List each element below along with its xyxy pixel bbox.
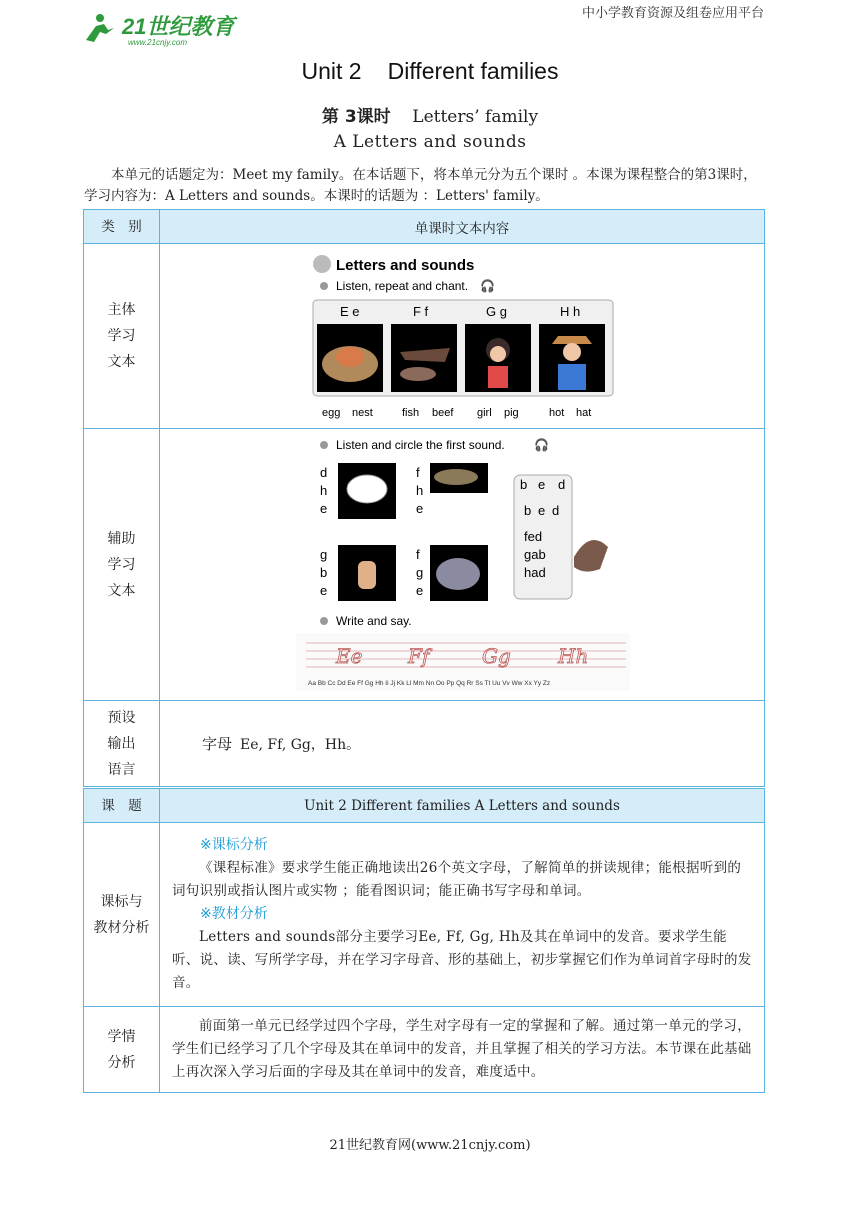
main-text-figure <box>160 244 765 429</box>
curriculum-analysis <box>160 823 765 1007</box>
blend-word-fed: fed <box>524 529 543 544</box>
write-hh: Hh <box>558 644 589 668</box>
lesson-subtitle <box>0 102 860 127</box>
letter-ff: F f <box>413 304 429 319</box>
word-hot: hot <box>549 407 565 419</box>
row-label-learner: 学情 分析 <box>84 1007 160 1093</box>
category-header: 类 别 <box>84 210 160 244</box>
section-subtitle: A Letters and sounds <box>333 132 527 152</box>
figure-heading: Letters and sounds <box>336 257 475 274</box>
analysis-table <box>83 788 765 1093</box>
word-girl: girl <box>477 407 492 419</box>
output-letters: Ee, Ff, Gg，Hh。 <box>240 737 361 753</box>
aux-text-figure <box>160 429 765 701</box>
svg-text:f: f <box>416 465 420 480</box>
blend-word-gab: gab <box>524 547 546 562</box>
letter-hh: H h <box>560 304 581 319</box>
letter-cards <box>313 300 613 396</box>
logo-text: 21世纪教育 <box>122 14 235 39</box>
letter-ee: E e <box>340 304 360 319</box>
svg-text:e: e <box>538 503 546 518</box>
page-title <box>0 58 860 85</box>
curriculum-standard-title: ※课标分析 <box>200 837 268 853</box>
svg-text:b: b <box>520 477 528 492</box>
word-pig: pig <box>504 407 519 419</box>
word-labels <box>322 407 591 419</box>
write-ff: Ff <box>408 644 430 668</box>
letters-sounds-illustration <box>160 244 764 424</box>
svg-text:e: e <box>416 583 424 598</box>
aux-instruction1: Listen and circle the first sound. <box>336 438 505 452</box>
squirrel-picture <box>574 540 608 572</box>
textbook-analysis-title: ※教材分析 <box>200 906 268 922</box>
lesson-number: 第 3课时 <box>321 107 391 127</box>
lesson-topic: Letters’ family <box>412 107 539 127</box>
row-label-main: 主体 学习 文本 <box>84 244 160 429</box>
aux-instruction2: Write and say. <box>336 614 412 628</box>
word-hat: hat <box>576 407 592 419</box>
letter-gg: G g <box>486 304 507 319</box>
write-gg: Gg <box>482 644 511 668</box>
row-label-aux: 辅助 学习 文本 <box>84 429 160 701</box>
handwriting-lines <box>296 633 630 691</box>
content-table <box>83 209 765 787</box>
learner-analysis-text: 前面第一单元已经学过四个字母，学生对字母有一定的掌握和了解。通过第一单元的学习，学生们已经学习了几个字母及其在单词中的发音，并且掌握了相关的学习方法。本节课在此基础上再次深入学习后面的字母及其在单词中的发音，难度适中。 <box>172 1018 752 1080</box>
svg-text:e: e <box>320 501 328 516</box>
output-prefix: 字母 <box>202 735 233 753</box>
svg-text:h: h <box>416 483 424 498</box>
word-egg: egg <box>322 407 341 419</box>
textbook-analysis-text: Letters and sounds部分主要学习Ee, Ff, Gg, Hh及其在单词中的发音。要求学生能听、说、读、写所学字母，并在学习字母音、形的基础上，初步掌握它们作为单词首字母时的发音。 <box>172 929 752 991</box>
blend-card <box>514 475 572 599</box>
topic-value: Unit 2 Different families A Letters and sounds <box>160 789 765 823</box>
curriculum-standard-text: 《课程标准》要求学生能正确地读出26个英文字母，了解简单的拼读规律；能根据听到的词句识别或指认图片或实物 ；能看图识词；能正确书写字母和单词。 <box>172 860 742 899</box>
word-beef: beef <box>432 407 454 419</box>
logo-url: www.21cnjy.com <box>128 38 187 47</box>
row-label-curriculum: 课标与 教材分析 <box>84 823 160 1007</box>
unit-name: Different families <box>387 58 559 84</box>
platform-name: 中小学教育资源及组卷应用平台 <box>581 6 764 21</box>
svg-text:g: g <box>320 547 328 562</box>
intro-paragraph: 本单元的话题定为：Meet my family。在本话题下，将本单元分为五个课时 。本课为课程整合的第3课时，学习内容为：A Letters and sounds。本课时的话题为 ：Letters' family。 <box>84 167 757 204</box>
svg-text:e: e <box>538 477 546 492</box>
topic-header: 课 题 <box>84 789 160 823</box>
content-header: 单课时文本内容 <box>160 210 765 244</box>
word-fish: fish <box>402 407 420 419</box>
svg-text:b: b <box>320 565 328 580</box>
svg-text:e: e <box>320 583 328 598</box>
write-ee: Ee <box>336 644 363 668</box>
svg-text:🎧: 🎧 <box>480 279 495 293</box>
svg-text:h: h <box>320 483 328 498</box>
alphabet-strip: Aa Bb Cc Dd Ee Ff Gg Hh Ii Jj Kk Ll Mm Nn Oo Pp Qq Rr Ss Tt Uu Vv Ww Xx Yy Zz <box>308 680 551 687</box>
svg-text:d: d <box>552 503 560 518</box>
circle-sound-illustration <box>160 429 764 696</box>
page-footer: 21世纪教育网(www.21cnjy.com) <box>329 1138 531 1153</box>
svg-text:d: d <box>558 477 566 492</box>
row-label-output: 预设 输出 语言 <box>84 701 160 787</box>
svg-text:e: e <box>416 501 424 516</box>
site-logo <box>78 10 238 48</box>
svg-text:🎧: 🎧 <box>534 438 549 452</box>
svg-text:f: f <box>416 547 420 562</box>
svg-text:d: d <box>320 465 328 480</box>
word-nest: nest <box>352 407 373 419</box>
blend-word-had: had <box>524 565 546 580</box>
output-language <box>160 701 765 787</box>
svg-text:g: g <box>416 565 424 580</box>
unit-number: Unit 2 <box>301 58 362 84</box>
svg-text:b: b <box>524 503 532 518</box>
learner-analysis <box>160 1007 765 1093</box>
figure-instruction: Listen, repeat and chant. <box>336 279 469 293</box>
